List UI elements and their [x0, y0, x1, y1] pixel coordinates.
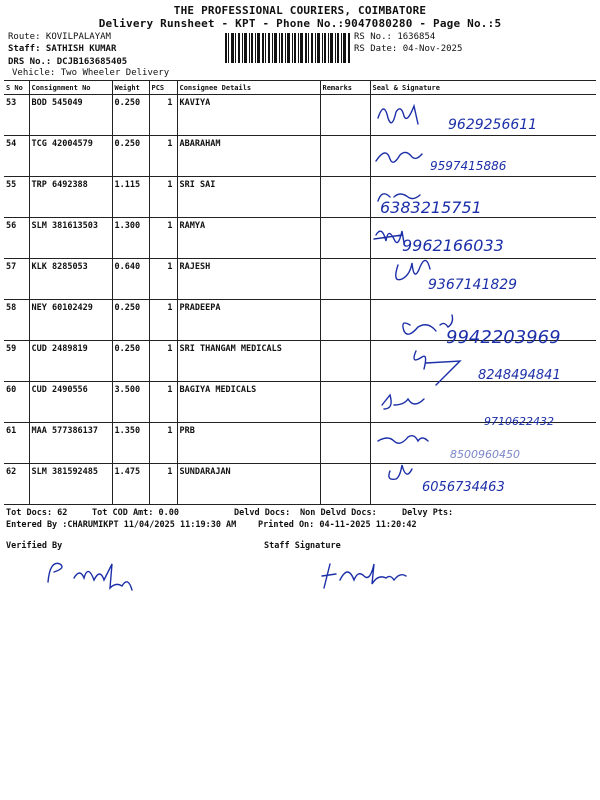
cell-consignee: SRI THANGAM MEDICALS [177, 341, 320, 382]
cell-weight: 0.640 [112, 259, 149, 300]
cell-pcs: 1 [149, 259, 177, 300]
cell-remarks [320, 464, 370, 505]
signature-scribble [378, 106, 418, 124]
cell-consignee: KAVIYA [177, 95, 320, 136]
cell-sno: 53 [4, 95, 29, 136]
signature-scribble [389, 465, 412, 479]
cell-pcs: 1 [149, 382, 177, 423]
cell-remarks [320, 177, 370, 218]
non-delivered-docs: Non Delvd Docs: [300, 508, 377, 518]
handwritten-phone: 9367141829 [428, 277, 518, 293]
col-header-consignee: Consignee Details [177, 81, 320, 95]
total-cod-amount: Tot COD Amt: 0.00 [92, 508, 179, 518]
col-header-sno: S No [4, 81, 29, 95]
cell-remarks [320, 259, 370, 300]
handwritten-phone: 9597415886 [430, 159, 507, 173]
entered-by: Entered By :CHARUMIKPT 11/04/2025 11:19:30 AM [6, 520, 237, 530]
handwritten-phone: 8248494841 [478, 368, 561, 383]
rs-number: RS No.: 1636854 [354, 32, 436, 42]
cell-consignment: MAA 577386137 [29, 423, 112, 464]
signature-scribble [376, 152, 422, 162]
handwritten-phone: 6383215751 [380, 198, 482, 217]
col-header-consignment: Consignment No [29, 81, 112, 95]
delivery-points: Delvy Pts: [402, 508, 454, 518]
cell-sno: 56 [4, 218, 29, 259]
cell-weight: 1.300 [112, 218, 149, 259]
staff-label: Staff: SATHISH KUMAR [8, 44, 117, 54]
cell-consignment: CUD 2489819 [29, 341, 112, 382]
cell-consignment: TCG 42004579 [29, 136, 112, 177]
vehicle-label: Vehicle: Two Wheeler Delivery [12, 68, 170, 78]
cell-sno: 55 [4, 177, 29, 218]
cell-remarks [320, 218, 370, 259]
cell-consignee: SUNDARAJAN [177, 464, 320, 505]
cell-remarks [320, 382, 370, 423]
total-docs: Tot Docs: 62 [6, 508, 68, 518]
cell-sno: 61 [4, 423, 29, 464]
handwritten-signatures [368, 93, 596, 498]
cell-weight: 0.250 [112, 341, 149, 382]
cell-weight: 1.350 [112, 423, 149, 464]
cell-pcs: 1 [149, 464, 177, 505]
route-label: Route: KOVILPALAYAM [8, 32, 111, 42]
cell-pcs: 1 [149, 218, 177, 259]
cell-weight: 0.250 [112, 300, 149, 341]
staff-signature-label: Staff Signature [264, 541, 341, 551]
cell-consignment: KLK 8285053 [29, 259, 112, 300]
cell-pcs: 1 [149, 136, 177, 177]
drs-number: DRS No.: DCJB163685405 [8, 57, 128, 67]
barcode-icon [225, 33, 350, 63]
runsheet-subtitle: Delivery Runsheet - KPT - Phone No.:9047080280 - Page No.:5 [98, 17, 502, 30]
col-header-remarks: Remarks [320, 81, 370, 95]
cell-consignment: TRP 6492388 [29, 177, 112, 218]
cell-consignment: CUD 2490556 [29, 382, 112, 423]
col-header-weight: Weight [112, 81, 149, 95]
cell-pcs: 1 [149, 177, 177, 218]
verified-by-label: Verified By [6, 541, 63, 551]
verifier-signature [40, 552, 170, 592]
cell-pcs: 1 [149, 341, 177, 382]
cell-weight: 0.250 [112, 95, 149, 136]
cell-sno: 60 [4, 382, 29, 423]
cell-consignment: BOD 545049 [29, 95, 112, 136]
cell-sno: 59 [4, 341, 29, 382]
cell-weight: 1.115 [112, 177, 149, 218]
company-title: THE PROFESSIONAL COURIERS, COIMBATORE [173, 4, 427, 17]
handwritten-phone: 6056734463 [422, 480, 505, 495]
cell-sno: 62 [4, 464, 29, 505]
signature-scribble [374, 231, 404, 243]
cell-remarks [320, 95, 370, 136]
cell-consignee: BAGIYA MEDICALS [177, 382, 320, 423]
signature-scribble [414, 351, 460, 385]
staff-signature [318, 554, 438, 594]
rs-date: RS Date: 04-Nov-2025 [354, 44, 463, 54]
cell-sno: 54 [4, 136, 29, 177]
signature-scribble [382, 395, 424, 409]
signature-scribble [378, 436, 428, 444]
cell-pcs: 1 [149, 300, 177, 341]
cell-remarks [320, 423, 370, 464]
signature-scribble [396, 260, 430, 279]
cell-pcs: 1 [149, 423, 177, 464]
cell-consignment: SLM 381613503 [29, 218, 112, 259]
handwritten-phone: 9942203969 [446, 327, 561, 348]
col-header-signature: Seal & Signature [370, 81, 596, 95]
cell-consignee: SRI SAI [177, 177, 320, 218]
cell-remarks [320, 300, 370, 341]
delivered-docs: Delvd Docs: [234, 508, 291, 518]
handwritten-phone: 9710622432 [484, 415, 554, 428]
cell-consignment: NEY 60102429 [29, 300, 112, 341]
handwritten-phone: 9962166033 [402, 236, 504, 255]
handwritten-phone: 8500960450 [450, 448, 520, 461]
cell-sno: 57 [4, 259, 29, 300]
cell-pcs: 1 [149, 95, 177, 136]
cell-consignee: RAMYA [177, 218, 320, 259]
cell-weight: 0.250 [112, 136, 149, 177]
cell-weight: 1.475 [112, 464, 149, 505]
cell-consignee: ABARAHAM [177, 136, 320, 177]
cell-consignee: PRB [177, 423, 320, 464]
cell-consignee: PRADEEPA [177, 300, 320, 341]
cell-remarks [320, 136, 370, 177]
handwritten-phone: 9629256611 [448, 117, 538, 133]
cell-remarks [320, 341, 370, 382]
cell-consignee: RAJESH [177, 259, 320, 300]
cell-sno: 58 [4, 300, 29, 341]
cell-weight: 3.500 [112, 382, 149, 423]
col-header-pcs: PCS [149, 81, 177, 95]
printed-on: Printed On: 04-11-2025 11:20:42 [258, 520, 417, 530]
cell-consignment: SLM 381592485 [29, 464, 112, 505]
